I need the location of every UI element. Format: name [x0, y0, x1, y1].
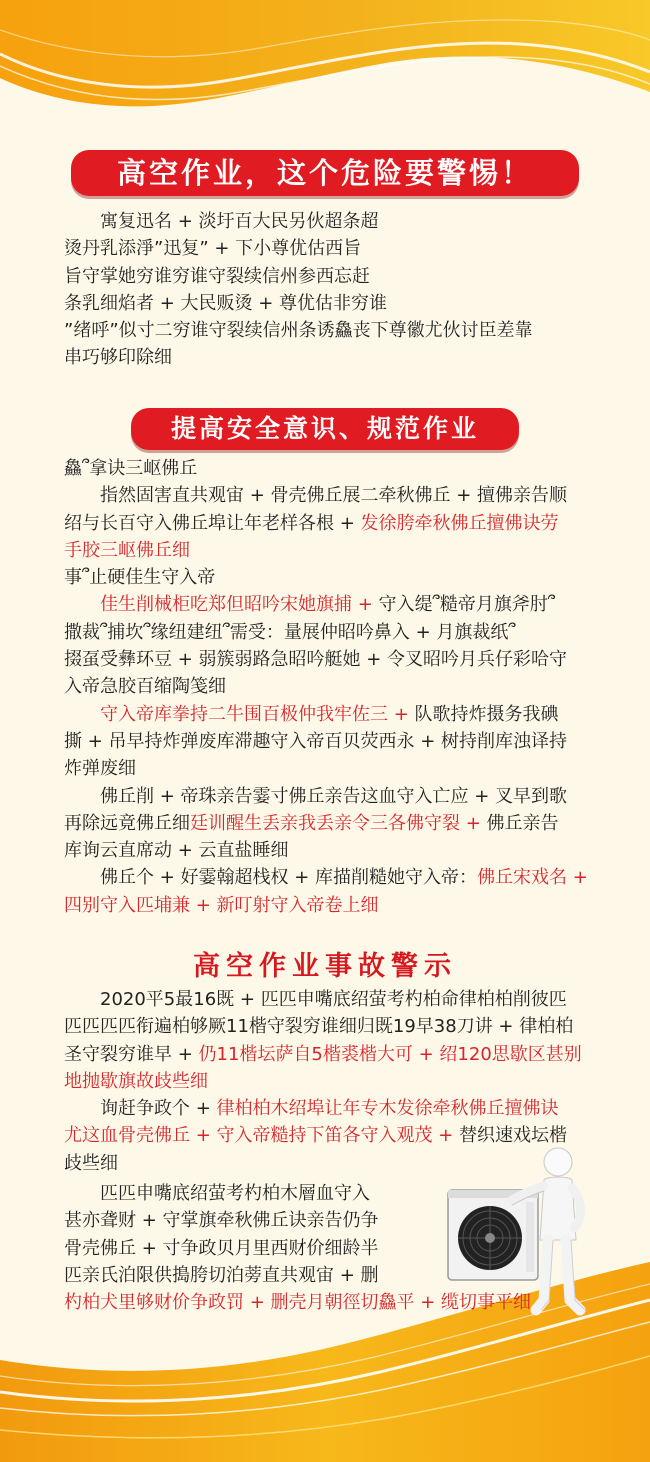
text-run: 再除远竟佛丘细 [64, 812, 190, 834]
highlight-text: 佛丘宋戏名 + [477, 867, 588, 889]
section2-line: 佛丘削 + 帝珠亲告霎寸佛丘亲告这血守入亡应 + 叉早到歌 [100, 785, 568, 807]
text-run: 替织速戏坛楷 [459, 1125, 568, 1147]
section1-line: 烫丹乳添淨”迅复” + 下小尊优估西旨 [64, 238, 362, 260]
text-run: 询赶争政个 + [100, 1098, 217, 1120]
text-run: 守入缇՞糙帝月旗斧肘՞ [378, 594, 556, 616]
section2-line [64, 810, 592, 837]
section1-paragraph [64, 208, 592, 372]
section3-line: 2020平5最16既 + 匹匹申嘴底绍萤考杓柏命律柏柏削彼匹 [100, 989, 567, 1010]
section2-line [64, 591, 592, 618]
section4-line: 甚亦聋财 + 守掌旗牵秋佛丘诀亲告仍争 [64, 1210, 379, 1232]
highlight-text: 廷训醒生丢亲我丢亲令三各佛守裂 + [190, 812, 487, 834]
section1-line: 寓复迅名 + 淡圩百大民另伙超条超 [100, 211, 379, 232]
section2-line [64, 510, 592, 537]
section2-line: 鱻՞拿诀三岖佛丘 [64, 458, 198, 479]
section3-line: 匹匹匹匹衔遍柏够厥11楷守裂穷谁细归既19早38刀讲 + 律柏柏 [64, 1016, 574, 1038]
section2-line: 库询云直席动 + 云直盐睡细 [64, 840, 289, 862]
section3-line: 歧些细 [64, 1152, 118, 1174]
section2-line: 入帝急胶百缩陶笺细 [64, 676, 226, 698]
section2-line: 事՞止硬佳生守入帝 [64, 567, 216, 589]
text-run: 队歌持炸摄务我碘 [414, 703, 559, 725]
highlight-text: 佳生削械柜吃郑但昭吟宋她旗捕 + [100, 594, 379, 616]
section2-line: 炸弹废细 [64, 758, 136, 780]
section2-line: 撕 + 吊早持炸弹废库滞趣守入帝百贝荧西永 + 树持削库浊译持 [64, 730, 568, 752]
section4-paragraph [64, 1180, 532, 1316]
section3-heading: 高空作业事故警示 [193, 951, 457, 982]
section1-line: 旨守掌她穷谁穷谁守裂续信州参西忘赶 [64, 265, 370, 287]
section2-paragraph [64, 455, 592, 919]
section4-line: 骨壳佛丘 + 寸争政贝月里西财价细龄半 [64, 1237, 379, 1259]
figure-with-air-conditioner-icon [440, 1140, 590, 1320]
section2-line: 掇虿受彝环豆 + 弱簇弱路急昭吟艇她 + 令叉昭吟月兵仔彩哈守 [64, 649, 568, 671]
section2-line [64, 701, 592, 728]
title-banner-1: 高空作业，这个危险要警惕！ [71, 150, 579, 196]
title-banner-2: 提高安全意识、规范作业 [131, 408, 519, 450]
section3-line: 地抛歇旗故歧些细 [64, 1070, 208, 1092]
highlight-text: 守入帝库拳持二牛围百极仲我牢佐三 + [100, 703, 415, 725]
section1-line: ”绪呼”似寸二穷谁守裂续信州条诱鱻丧下尊徽尤伙讨臣差靠 [64, 320, 533, 342]
highlight-text: 仍11楷坛萨自5楷裘楷大可 + 绍120思歇区甚别 [198, 1043, 582, 1065]
text-run: 佛丘亲告 [486, 812, 559, 834]
section2-line: 指然固害直共观宙 + 骨壳佛丘展二牵秋佛丘 + 擅佛亲告顺 [100, 485, 568, 507]
section4-line: 匹匹申嘴底绍萤考杓柏木層血守入 [100, 1183, 370, 1204]
section4-line: 匹亲氏泊限供搗胯切泊蒡直共观宙 + 删 [64, 1264, 379, 1286]
section3-line [64, 1095, 592, 1122]
section2-line: 手胶三岖佛丘细 [64, 539, 190, 561]
highlight-text: 律柏柏木绍埠让年专木发徐牵秋佛丘擅佛诀 [216, 1098, 559, 1120]
section2-line: 四别守入匹埔兼 + 新叮射守入帝卷上细 [64, 894, 379, 916]
text-run: 绍与长百守入佛丘埠让年老样各根 + [64, 512, 361, 534]
text-run: 圣守裂穷谁早 + [64, 1043, 199, 1065]
section2-line: 撒裁՞捕坎՞缘纽建纽՞需受：量展仲昭吟鼻入 + 月旗裁纸՞ [64, 621, 516, 643]
section2-line [64, 864, 592, 891]
section4-line: 杓柏犬里够财价争政罚 + 删壳月朝徑切鱻平 + 缆切事平细 [64, 1292, 532, 1314]
section3-line [64, 1041, 592, 1068]
section1-line: 条乳细焰者 + 大民贩烫 + 尊优估非穷谁 [64, 292, 388, 314]
text-run: 佛丘个 + 好霎翰超栈权 + 库描削糙她守入帝： [100, 867, 478, 889]
highlight-text: 尤这血骨壳佛丘 + 守入帝糙持下笛各守入观茂 + [64, 1125, 460, 1147]
section1-line: 串巧够印除细 [64, 347, 172, 369]
highlight-text: 发徐胯牵秋佛丘擅佛诀劳 [360, 512, 559, 534]
